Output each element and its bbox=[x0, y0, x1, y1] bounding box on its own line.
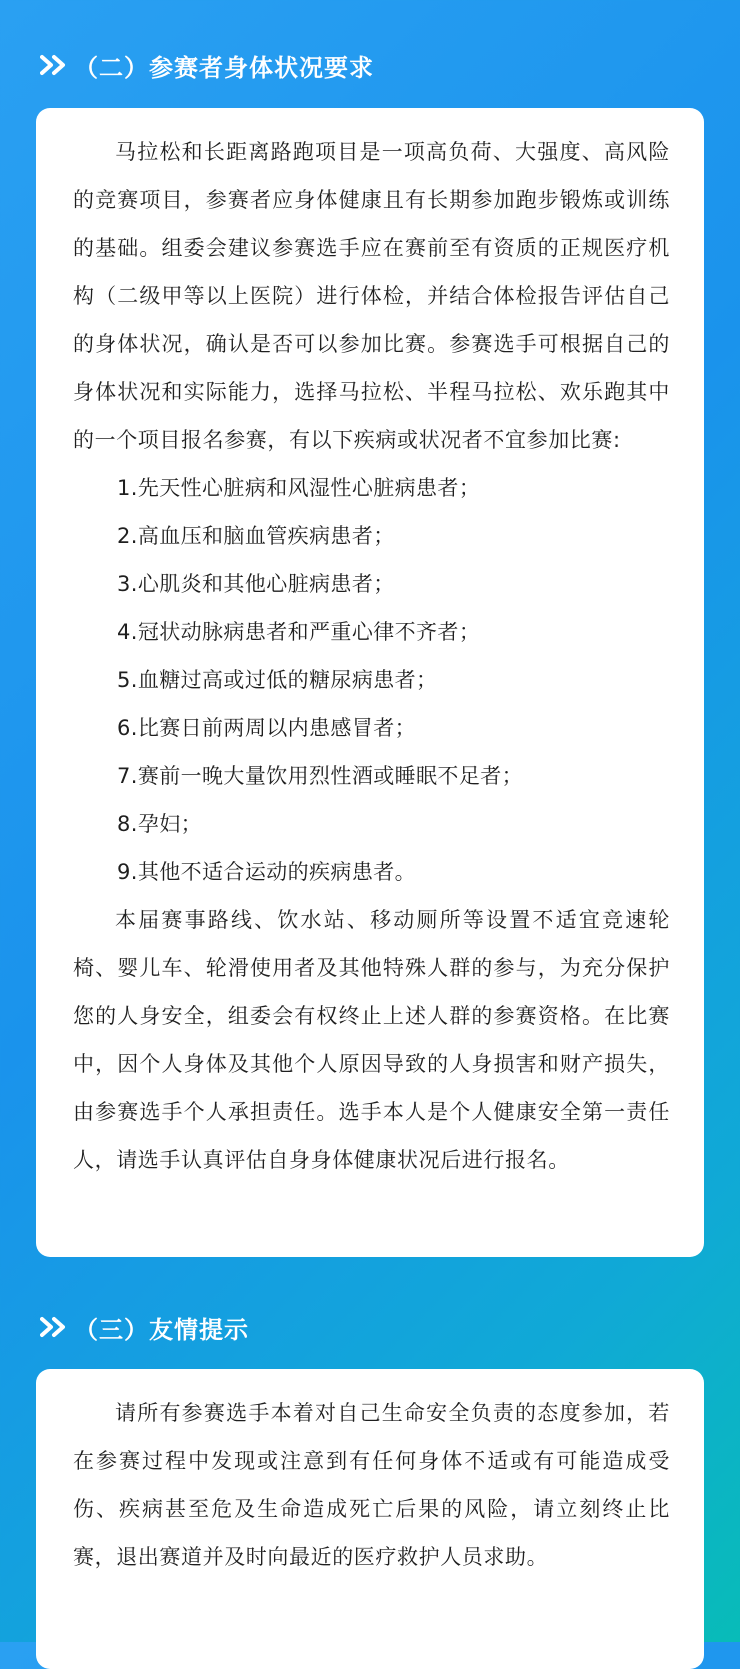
section-2-heading bbox=[40, 45, 374, 85]
double-chevron-right-icon bbox=[40, 53, 70, 77]
section-2-title: （二）参赛者身体状况要求 bbox=[74, 53, 374, 82]
double-chevron-right-icon bbox=[40, 1315, 70, 1339]
condition-item-9: 9.其他不适合运动的疾病患者。 bbox=[117, 860, 417, 884]
condition-item-1: 1.先天性心脏病和风湿性心脏病患者； bbox=[117, 476, 481, 500]
condition-item-8: 8.孕妇； bbox=[117, 812, 203, 836]
condition-item-4: 4.冠状动脉病患者和严重心律不齐者； bbox=[117, 620, 481, 644]
condition-item-7: 7.赛前一晚大量饮用烈性酒或睡眠不足者； bbox=[117, 764, 524, 788]
condition-item-2: 2.高血压和脑血管疾病患者； bbox=[117, 524, 395, 548]
friendly-reminder-card bbox=[36, 1369, 704, 1669]
condition-item-3: 3.心肌炎和其他心脏病患者； bbox=[117, 572, 395, 596]
intro-paragraph: 马拉松和长距离路跑项目是一项高负荷、大强度、高风险的竞赛项目，参赛者应身体健康且有长期参加跑步锻炼或训练的基础。组委会建议参赛选手应在赛前至有资质的正规医疗机构（二级甲等以上医院）进行体检，并结合体检报告评估自己的身体状况，确认是否可以参加比赛。参赛选手可根据自己的身体状况和实际能力，选择马拉松、半程马拉松、欢乐跑其中的一个项目报名参赛，有以下疾病或状况者不宜参加比赛: bbox=[73, 140, 670, 452]
condition-item-6: 6.比赛日前两周以内患感冒者； bbox=[117, 716, 417, 740]
closing-paragraph: 本届赛事路线、饮水站、移动厕所等设置不适宜竞速轮椅、婴儿车、轮滑使用者及其他特殊人群的参与，为充分保护您的人身安全，组委会有权终止上述人群的参赛资格。在比赛中，因个人身体及其他个人原因导致的人身损害和财产损失，由参赛选手个人承担责任。选手本人是个人健康安全第一责任人，请选手认真评估自身身体健康状况后进行报名。 bbox=[73, 908, 670, 1172]
health-requirements-card bbox=[36, 108, 704, 1257]
reminder-paragraph: 请所有参赛选手本着对自己生命安全负责的态度参加，若在参赛过程中发现或注意到有任何身体不适或有可能造成受伤、疾病甚至危及生命造成死亡后果的风险，请立刻终止比赛，退出赛道并及时向最近的医疗救护人员求助。 bbox=[73, 1401, 670, 1569]
section-3-title: （三）友情提示 bbox=[74, 1315, 249, 1344]
section-3-heading bbox=[40, 1307, 249, 1347]
condition-item-5: 5.血糖过高或过低的糖尿病患者； bbox=[117, 668, 438, 692]
